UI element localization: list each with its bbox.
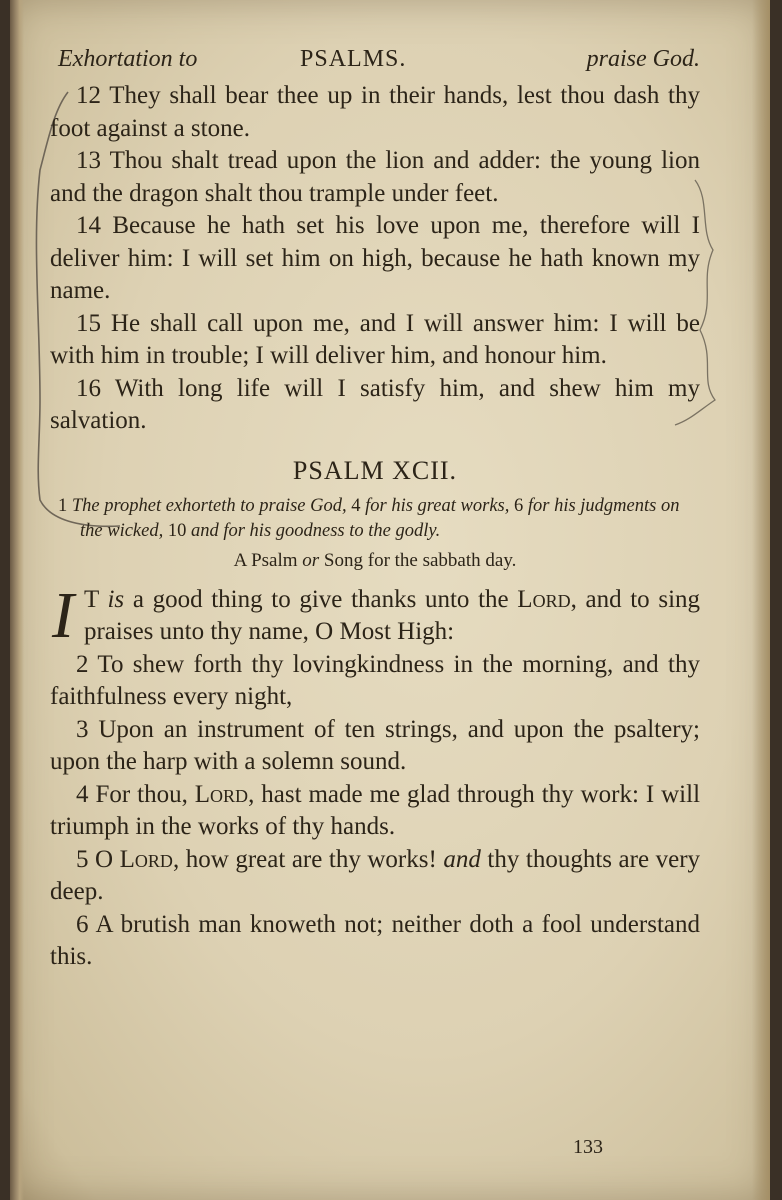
psalm-superscription: [50, 550, 700, 572]
lord-small-caps: Lord: [517, 585, 571, 613]
lord-small-caps: Lord: [119, 845, 173, 873]
verse-1: [50, 578, 701, 652]
verse-number: 4: [76, 780, 89, 808]
verse-number: 16: [76, 374, 101, 402]
verse-text: thy thoughts are very deep.: [50, 845, 701, 905]
verse-4: [50, 779, 700, 844]
verse-text: He shall call upon me, and I will answer him: I will be with him in trouble; I will deliver him, and honour him.: [50, 309, 700, 369]
superscription-or: or: [302, 549, 320, 571]
argument-number: 6: [513, 495, 524, 516]
verse-15: [50, 308, 700, 373]
page-number: 133: [573, 1136, 603, 1158]
verse-text: Upon an instrument of ten strings, and upon the psaltery; upon the harp with a solemn sound.: [50, 715, 700, 775]
verse-12: [50, 80, 700, 145]
verse-number: 6: [76, 910, 89, 938]
verse-number: 2: [76, 650, 89, 678]
running-head: [50, 40, 700, 80]
verse-number: 13: [76, 147, 101, 174]
verse-2: [50, 649, 700, 714]
verse-3: [50, 714, 700, 779]
verse-text: O: [95, 845, 114, 873]
psalm-91-verses: [50, 80, 700, 438]
psalm-argument: [50, 494, 700, 544]
verse-text: Because he hath set his love upon me, therefore will I deliver him: I will set him on high, because he hath known my name.: [50, 212, 701, 304]
running-head-right: praise God.: [586, 46, 700, 72]
argument-number: 4: [351, 495, 361, 516]
psalm-92-verses: [50, 578, 701, 974]
page-text: [50, 40, 700, 974]
verse-text: , how great are thy works!: [172, 845, 437, 873]
lord-small-caps: Lord: [194, 780, 249, 808]
superscription-text: Song for the sabbath day.: [323, 549, 517, 571]
verse-text: , hast made me glad through thy work: I will triumph in the works of thy hands.: [50, 780, 701, 840]
argument-text: for his great works,: [365, 495, 510, 516]
verse-text: They shall bear thee up in their hands, lest thou dash thy foot against a stone.: [50, 82, 700, 142]
verse-number: 12: [76, 82, 101, 109]
argument-text: for his judgments on the wicked,: [80, 495, 680, 541]
argument-text: The prophet exhorteth to praise God,: [71, 495, 347, 516]
argument-text: and for his goodness to the godly.: [190, 520, 441, 541]
verse-6: [50, 909, 700, 974]
argument-number: 1: [58, 495, 68, 516]
argument-number: 10: [167, 520, 187, 541]
book-page: [10, 0, 770, 1200]
drop-cap: I: [52, 578, 74, 652]
verse-16: [50, 373, 700, 438]
verse-number: 3: [76, 715, 89, 743]
verse-text: For thou,: [95, 780, 188, 808]
verse-text: To shew forth thy lovingkindness in the morning, and thy faithfulness every night,: [50, 650, 700, 710]
psalm-title: PSALM XCII.: [292, 455, 458, 485]
verse-13: [50, 145, 700, 210]
verse-text: , and to sing praises unto thy name, O Most High:: [83, 585, 701, 645]
running-head-center: PSALMS.: [300, 46, 407, 72]
verse-number: 5: [76, 845, 89, 873]
verse-14: [50, 210, 700, 308]
verse-number: 15: [76, 309, 101, 337]
verse-text: T: [83, 585, 99, 613]
verse-5: [50, 844, 700, 909]
verse-italic: and: [443, 845, 481, 873]
running-head-left: Exhortation to: [58, 46, 198, 72]
superscription-text: A Psalm: [233, 549, 298, 571]
verse-text: With long life will I satisfy him, and shew him my salvation.: [50, 374, 700, 434]
verse-italic: is: [107, 585, 125, 613]
verse-text: Thou shalt tread upon the lion and adder: the young lion and the dragon shalt thou trample under feet.: [50, 147, 700, 207]
verse-text: a good thing to give thanks unto the: [132, 585, 509, 613]
verse-text: A brutish man knoweth not; neither doth a fool understand this.: [50, 910, 700, 970]
verse-number: 14: [76, 212, 101, 239]
